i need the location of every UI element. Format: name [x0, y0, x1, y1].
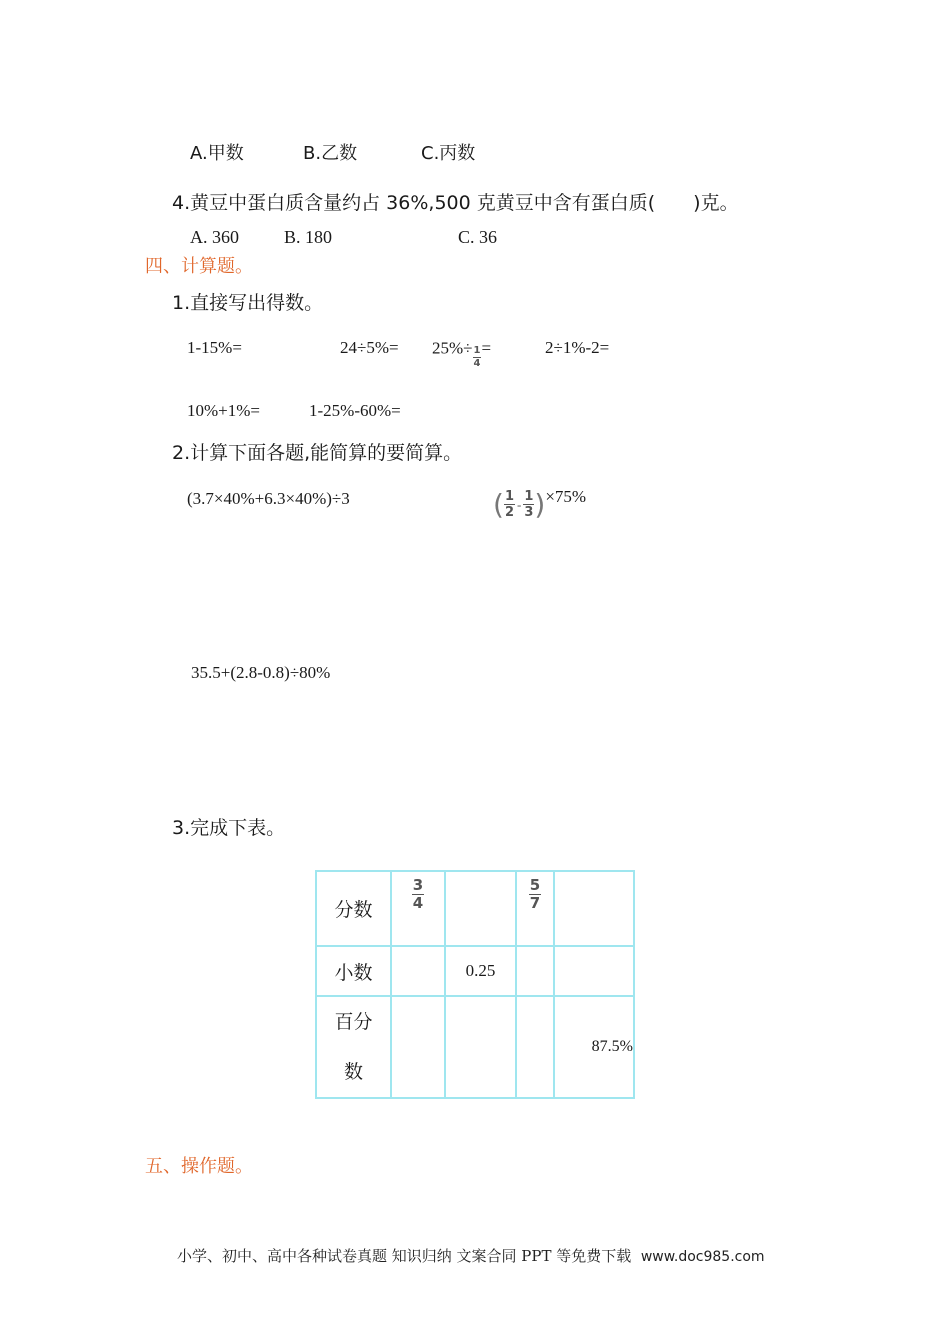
section-title-5: 五、操作题。	[145, 1156, 253, 1177]
table-cell-blank[interactable]	[391, 946, 445, 996]
conversion-table	[315, 870, 635, 1099]
calc-item: 2÷1%-2=	[545, 338, 610, 357]
calc-text: 25%÷	[432, 338, 473, 358]
footer	[177, 1245, 765, 1266]
table-cell-blank[interactable]	[445, 871, 516, 946]
table-cell-blank[interactable]	[516, 946, 554, 996]
section-title-4: 四、计算题。	[145, 256, 253, 277]
calc-text: =	[481, 338, 492, 358]
paren-open: (	[493, 488, 504, 521]
table-cell-blank[interactable]	[516, 996, 554, 1098]
minus-sign: -	[516, 496, 522, 512]
table-row	[316, 996, 634, 1098]
fraction-3-4: $\frac{3}{4}$	[412, 876, 424, 912]
q4-option-c: C. 36	[458, 227, 498, 247]
table-cell	[516, 871, 554, 946]
option-b: B.乙数	[303, 143, 358, 164]
problem-3-title: 3.完成下表。	[172, 817, 286, 839]
q4-option-a: A. 360	[190, 227, 239, 247]
row-label-fraction: 分数	[316, 871, 391, 946]
calc-item: 24÷5%=	[340, 338, 399, 357]
question-4	[172, 188, 739, 215]
fraction-5-7: $\frac{5}{7}$	[529, 876, 541, 912]
table-cell: 0.25	[445, 946, 516, 996]
q4-option-b: B. 180	[284, 227, 333, 247]
paren-close: )	[534, 488, 546, 521]
question-number: 4.	[172, 192, 191, 214]
calc-text: ×75%	[545, 486, 587, 506]
table-row	[316, 871, 634, 946]
table-cell-blank[interactable]	[445, 996, 516, 1098]
footer-text: 小学、初中、高中各种试卷真题 知识归纳 文案合同 PPT 等免费下载	[177, 1247, 632, 1265]
fraction: $\frac{1}{2}$	[504, 489, 514, 520]
row-label-decimal: 小数	[316, 946, 391, 996]
calc-item: 1-25%-60%=	[309, 401, 401, 420]
problem-2-title: 2.计算下面各题,能简算的要简算。	[172, 442, 463, 464]
table-row	[316, 946, 634, 996]
table-cell-blank[interactable]	[554, 871, 634, 946]
expression-3: 35.5+(2.8-0.8)÷80%	[191, 663, 331, 682]
problem-1-title: 1.直接写出得数。	[172, 292, 324, 314]
calc-item: 10%+1%=	[187, 401, 260, 420]
footer-url[interactable]: www.doc985.com	[640, 1249, 765, 1265]
calc-item: 1-15%=	[187, 338, 242, 357]
table-cell: 87.5%	[554, 996, 634, 1098]
calc-item-fraction	[432, 338, 492, 369]
option-a: A.甲数	[190, 143, 244, 164]
table-cell-blank[interactable]	[554, 946, 634, 996]
expression-1: (3.7×40%+6.3×40%)÷3	[187, 489, 350, 508]
question-stem: 黄豆中蛋白质含量约占 36%,500 克黄豆中含有蛋白质( )克。	[190, 192, 739, 214]
option-c: C.丙数	[421, 143, 476, 164]
row-label-percent: 百分 数	[316, 996, 391, 1098]
fraction: $\frac{1}{3}$	[524, 489, 534, 520]
fraction: $\frac{1}{4}$	[473, 345, 481, 369]
table-cell	[391, 871, 445, 946]
expression-2	[493, 488, 586, 521]
table-cell-blank[interactable]	[391, 996, 445, 1098]
